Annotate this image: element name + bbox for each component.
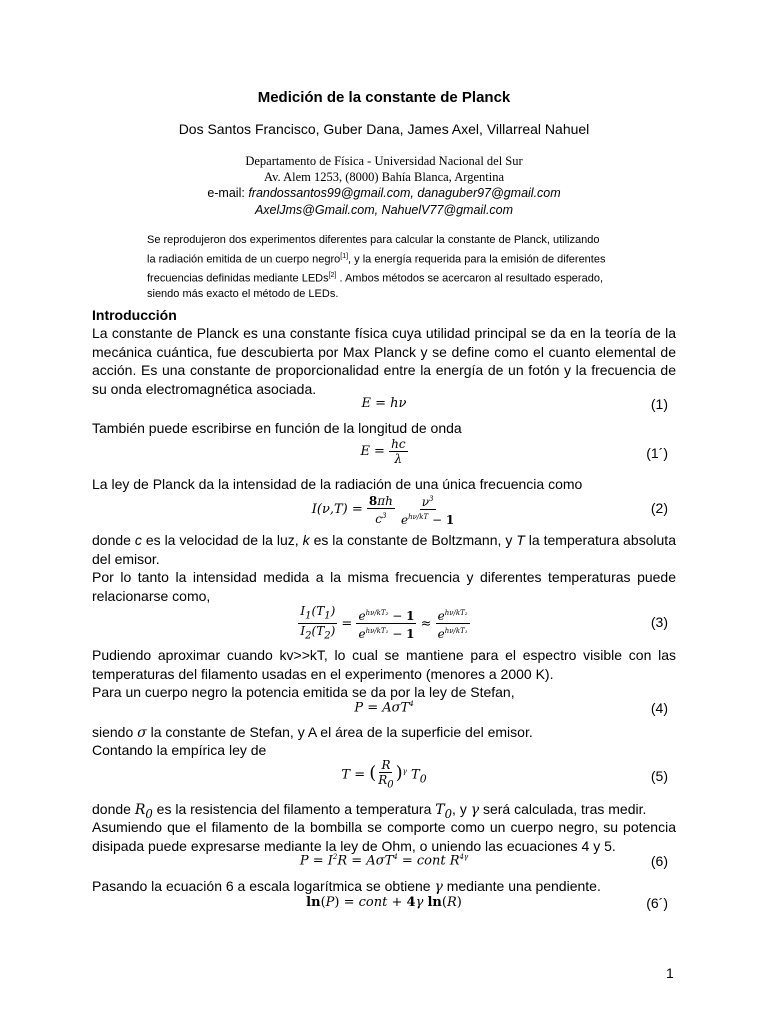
equation-1-prime <box>92 437 676 471</box>
abstract <box>147 233 625 302</box>
equation-number: (4) <box>650 700 668 716</box>
equation-number: (6) <box>650 853 668 869</box>
paragraph: La ley de Planck da la intensidad de la radiación de una única frecuencia como <box>92 476 583 492</box>
citation-ref: [1] <box>340 252 349 260</box>
abstract-line: Se reprodujeron dos experimentos diferentes para calcular la constante de Planck, utilizando <box>147 234 600 246</box>
email-addresses-2: AxelJms@Gmail.com, NahuelV77@gmail.com <box>254 203 514 217</box>
equation-number: (1´) <box>646 445 668 461</box>
equation-6-prime <box>92 895 676 921</box>
paragraph: Pudiendo aproximar cuando kv>>kT, lo cual se mantiene para el espectro visible con las temperaturas del filamento usadas en el experimento (menores a 2000 K). <box>92 647 676 682</box>
email-prefix: e-mail: <box>207 186 245 200</box>
equation-number: (1) <box>650 396 668 412</box>
paragraph: donde $R_0$ es la resistencia del filamento a temperatura $T_0$, y γ será calculada, tras medir. <box>92 801 647 821</box>
equation-formula: I(ν,T) = $\frac{8\pi h}{c^3}$ $\frac{\nu^3}{e^{h\nu/kT} - 1}$ <box>311 493 455 527</box>
equation-3 <box>92 604 676 642</box>
paragraph: siendo σ la constante de Stefan, y A el área de la superficie del emisor. <box>92 724 533 741</box>
paragraph: Por lo tanto la intensidad medida a la misma frecuencia y diferentes temperaturas puede relacionarse como, <box>92 569 676 604</box>
paragraph: Asumiendo que el filamento de la bombilla se comporte como un cuerpo negro, su potencia disipada puede expresarse mediante la ley de Ohm, o uniendo las ecuaciones 4 y 5. <box>92 819 676 854</box>
abstract-line: frecuencias definidas mediante LEDs[2] . Ambos métodos se acercaron al resultado esperado, <box>147 271 604 285</box>
citation-ref: [2] <box>328 271 337 279</box>
equation-formula: $\frac{I_1(T_1)}{I_2(T_2)}$ = $\frac{e^{h\nu/kT_2} - 1}{e^{h\nu/kT_1} - 1}$ ≈ $\frac{e^{h\nu/kT_2}}{e^{h\nu/kT_1}}$ <box>300 604 468 642</box>
equation-5 <box>92 758 676 798</box>
equation-formula: P = AσT$^4$ <box>354 700 414 716</box>
equation-formula: E = hν <box>361 396 407 411</box>
paragraph: También puede escribirse en función de la longitud de onda <box>92 420 462 436</box>
equation-number: (3) <box>650 614 668 630</box>
affiliation-department: Departamento de Física - Universidad Nacional del Sur <box>245 154 523 168</box>
equation-2 <box>92 492 676 528</box>
email-line-2 <box>0 203 768 217</box>
paragraph: donde c es la velocidad de la luz, k es la constante de Boltzmann, y T la temperatura absoluta del emisor. <box>92 532 676 567</box>
equation-number: (2) <box>650 500 668 516</box>
affiliation-address: Av. Alem 1253, (8000) Bahía Blanca, Argentina <box>264 170 504 184</box>
paragraph: Contando la empírica ley de <box>92 742 267 758</box>
paper-title: Medición de la constante de Planck <box>257 89 511 106</box>
equation-number: (5) <box>650 768 668 784</box>
paragraph: Para un cuerpo negro la potencia emitida se da por la ley de Stefan, <box>92 684 515 700</box>
equation-formula: E = $\frac{hc}{\lambda}$ <box>360 437 406 466</box>
equation-6 <box>92 853 676 879</box>
equation-formula: T = ( $\frac{R}{R_0}$ )$^\gamma$ $T_0$ <box>341 758 427 791</box>
abstract-line: la radiación emitida de un cuerpo negro[1], y la energía requerida para la emisión de diferentes <box>147 252 606 266</box>
paragraph-intro: La constante de Planck es una constante física cuya utilidad principal se da en la teoría de la mecánica cuántica, fue descubierta por Max Planck y se define como el cuanto elemental de acción. Es una constante de proporcionalidad entre la energía de un fotón y la frecuencia de su onda electromagnética asociada. <box>92 325 676 397</box>
equation-number: (6´) <box>646 895 668 911</box>
equation-formula: $P = I^2R = A\sigma T^4$ = cont $R^{4\gamma}$ <box>299 853 469 869</box>
paragraph: Pasando la ecuación 6 a escala logarítmica se obtiene γ mediante una pendiente. <box>92 878 601 895</box>
page-number: 1 <box>666 965 674 981</box>
email-line-1 <box>0 186 768 200</box>
abstract-line: siendo más exacto el método de LEDs. <box>147 287 339 300</box>
section-heading-intro: Introducción <box>92 307 177 323</box>
equation-formula: ln(P) = cont + 4γ ln(R) <box>306 895 462 910</box>
email-addresses-1: frandossantos99@gmail.com, danaguber97@gmail.com <box>248 186 561 200</box>
author-list: Dos Santos Francisco, Guber Dana, James Axel, Villarreal Nahuel <box>178 121 590 137</box>
